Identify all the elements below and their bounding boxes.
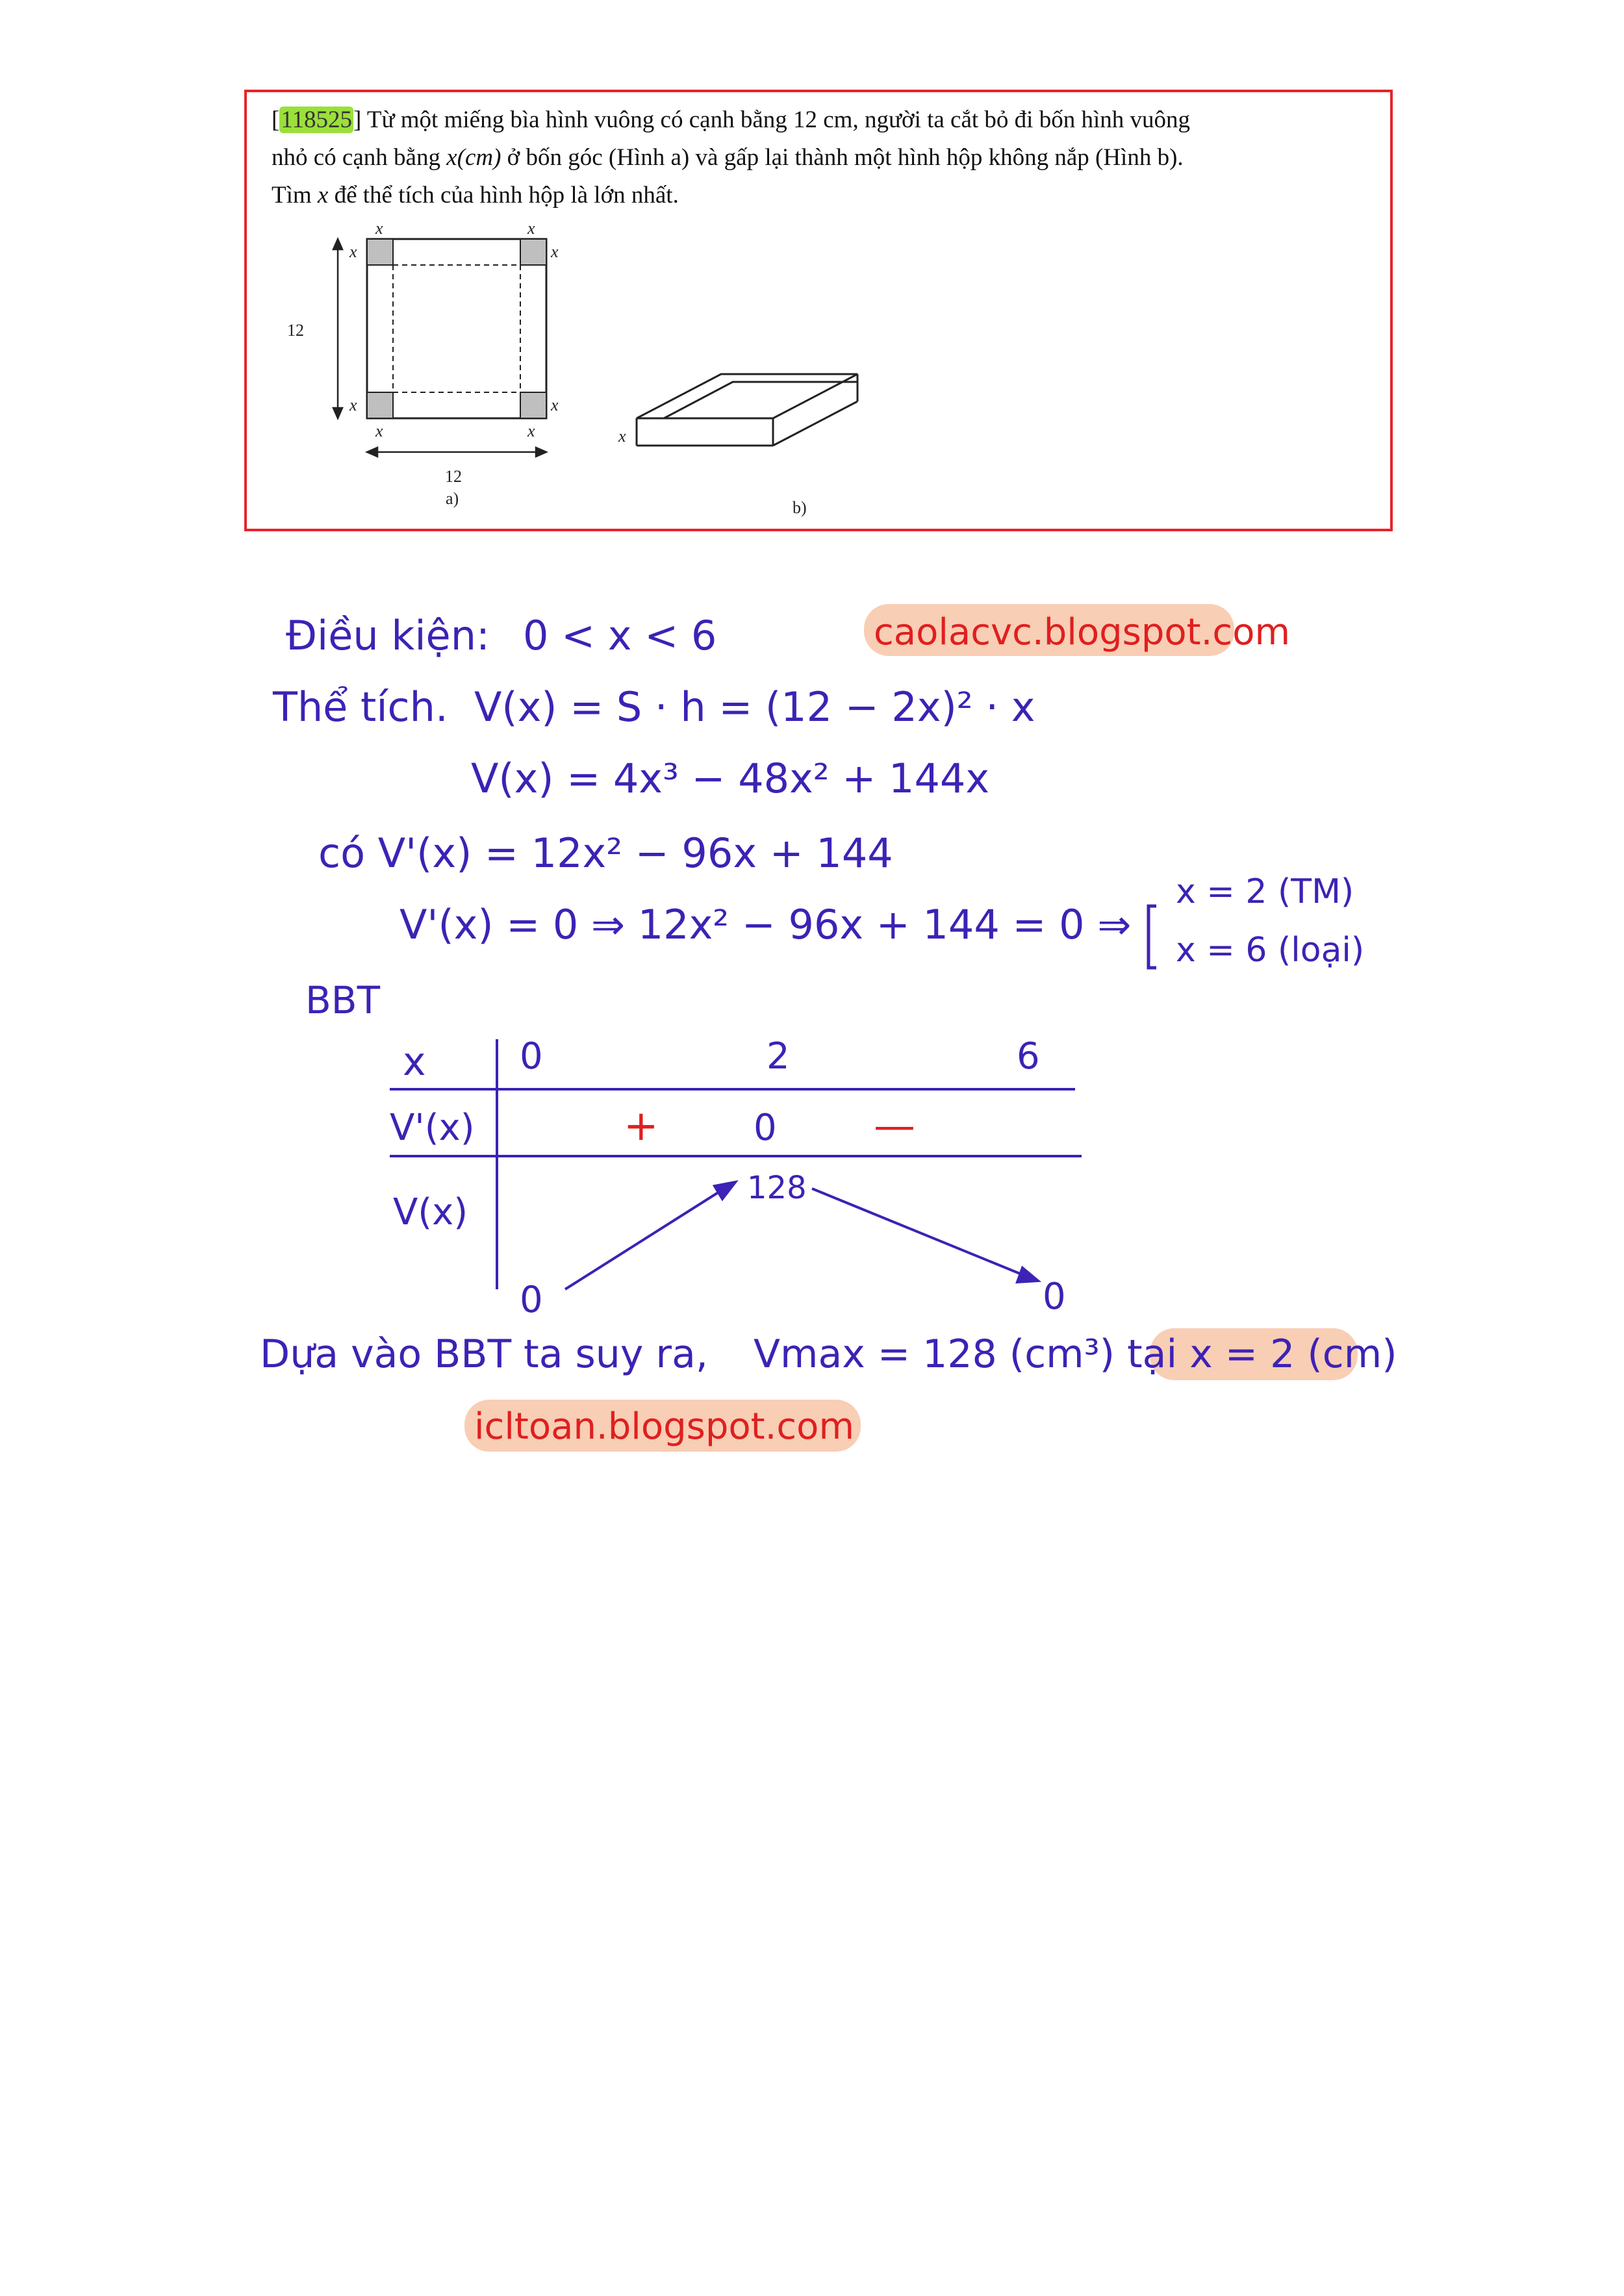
table-dv-plus: + bbox=[624, 1102, 659, 1150]
variation-table-grid bbox=[390, 1039, 1082, 1289]
label-x: x bbox=[375, 222, 383, 238]
label-x: x bbox=[551, 396, 559, 414]
root-1: x = 2 (TM) bbox=[1176, 872, 1354, 911]
table-row-dv-label: V'(x) bbox=[390, 1107, 475, 1149]
table-row-x-label: x bbox=[403, 1039, 426, 1085]
volume-expanded: V(x) = 4x³ − 48x² + 144x bbox=[471, 755, 990, 802]
question-id[interactable]: 118525 bbox=[281, 107, 352, 133]
conclusion-text: Dựa vào BBT ta suy ra, bbox=[260, 1331, 708, 1377]
volume-label: Thể tích. bbox=[273, 683, 448, 731]
arrowhead bbox=[715, 1182, 735, 1199]
table-dv-zero: 0 bbox=[754, 1107, 777, 1149]
table-x-2: 2 bbox=[767, 1035, 790, 1078]
derivative: có V'(x) = 12x² − 96x + 144 bbox=[318, 829, 893, 877]
root-2: x = 6 (loại) bbox=[1176, 931, 1365, 970]
figure-b-caption: b) bbox=[793, 498, 807, 517]
arrowhead bbox=[1017, 1268, 1038, 1282]
table-v-start: 0 bbox=[520, 1279, 543, 1321]
table-x-0: 0 bbox=[520, 1035, 543, 1078]
volume-formula: V(x) = S · h = (12 − 2x)² · x bbox=[474, 683, 1035, 731]
label-x: x bbox=[349, 396, 357, 414]
table-dv-minus: — bbox=[874, 1102, 915, 1150]
label-x: x bbox=[527, 222, 535, 238]
label-x: x bbox=[551, 242, 559, 261]
conclusion-result: Vmax = 128 (cm³) tại x = 2 (cm) bbox=[754, 1331, 1397, 1377]
problem-line-3: Tìm x để thể tích của hình hộp là lớn nhất. bbox=[272, 182, 679, 208]
root-bracket bbox=[1148, 906, 1156, 968]
increasing-arrow bbox=[565, 1189, 724, 1289]
watermark-1: caolacvc.blogspot.com bbox=[874, 611, 1291, 653]
label-x: x bbox=[349, 242, 357, 261]
table-v-max: 128 bbox=[747, 1170, 807, 1206]
label-height-x: x bbox=[618, 427, 626, 446]
label-side-bottom: 12 bbox=[445, 467, 462, 486]
condition-label: Điều kiện: bbox=[286, 612, 490, 659]
problem-line-1: [118525] Từ một miếng bìa hình vuông có cạnh bằng 12 cm, người ta cắt bỏ đi bốn hình vuông bbox=[272, 107, 1190, 133]
watermark-2: icltoan.blogspot.com bbox=[474, 1406, 854, 1448]
label-x: x bbox=[527, 422, 535, 440]
table-x-6: 6 bbox=[1017, 1035, 1040, 1078]
condition: 0 < x < 6 bbox=[523, 612, 717, 659]
equation: V'(x) = 0 ⇒ 12x² − 96x + 144 = 0 ⇒ bbox=[400, 901, 1132, 948]
figure-a-caption: a) bbox=[446, 489, 459, 508]
problem-line-2: nhỏ có cạnh bằng x(cm) ở bốn góc (Hình a) và gấp lại thành một hình hộp không nắp (Hình b). bbox=[272, 144, 1184, 171]
table-row-v-label: V(x) bbox=[393, 1191, 468, 1233]
label-x: x bbox=[375, 422, 383, 440]
table-title: BBT bbox=[305, 978, 381, 1022]
table-v-end: 0 bbox=[1043, 1276, 1066, 1318]
label-side-left: 12 bbox=[287, 321, 304, 340]
decreasing-arrow bbox=[812, 1189, 1026, 1276]
